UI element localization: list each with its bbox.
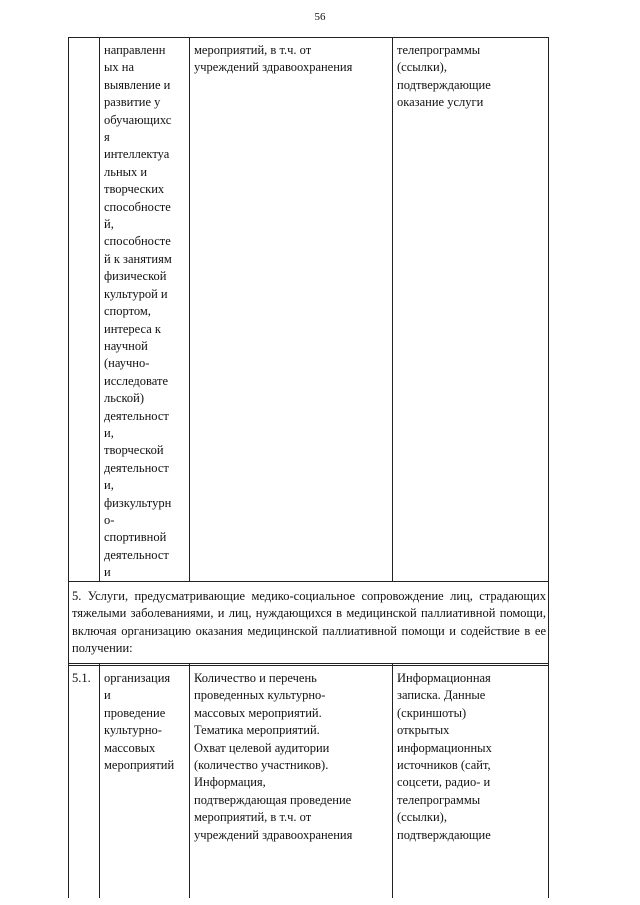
continued-row-indicators-cell: мероприятий, в т.ч. от учреждений здравоохранения [194, 43, 353, 75]
row-5-1-service: организация и проведение культурно- массовых мероприятий [104, 671, 175, 773]
col-divider-2b [189, 663, 190, 898]
row-separator [68, 581, 549, 582]
page-number: 56 [314, 11, 326, 23]
row-separator-2 [68, 663, 549, 664]
col-divider-3b [392, 663, 393, 898]
row-separator-3 [68, 665, 549, 666]
table-top-border [68, 37, 549, 38]
table-left-border-b [68, 663, 69, 898]
row-5-1-number: 5.1. [72, 671, 91, 685]
col-divider-1 [99, 37, 100, 581]
row-5-1-indicators: Количество и перечень проведенных культурно- массовых мероприятий. Тематика мероприятий. Охват целевой аудитории (количество участников). Информация, подтверждающая проведение мероприятий, в т.ч. от учреждений здравоохранения [194, 671, 353, 842]
col-divider-1b [99, 663, 100, 898]
continued-row-service-cell: направленн ых на выявление и развитие у обучающихс я интеллектуа льных и творческих способносте й, способносте й к занятиям физической культурой и спортом, интереса к научной (научно- исследовате льской) деятельност и, творческой деятельност и, физкультурн о- спортивной деятельност и [104, 43, 172, 580]
section-5-heading: 5. Услуги, предусматривающие медико-социальное сопровождение лиц, страдающих тяжелыми заболеваниями, и лиц, нуждающихся в медицинской паллиативной помощи, включая организацию оказания медицинской паллиативной помощи и содействие в ее получении: [72, 589, 546, 656]
col-divider-3 [392, 37, 393, 581]
table-right-border-b [548, 663, 549, 898]
continued-row-documents-cell: телепрограммы (ссылки), подтверждающие оказание услуги [397, 43, 491, 110]
col-divider-2 [189, 37, 190, 581]
row-5-1-documents: Информационная записка. Данные (скриншоты) открытых информационных источников (сайт, соцсети, радио- и телепрограммы (ссылки), подтверждающие [397, 671, 492, 842]
